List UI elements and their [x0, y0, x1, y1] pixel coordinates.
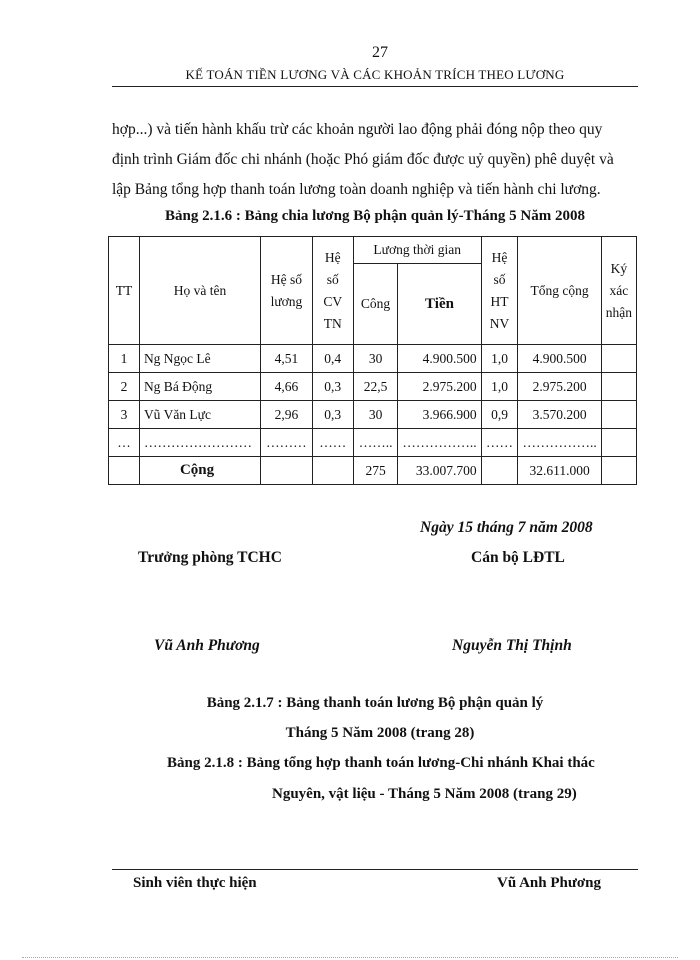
cell-amount: 2.975.200 — [398, 373, 481, 401]
cell-sign — [601, 429, 636, 457]
cell-salary-coef: ……… — [261, 429, 313, 457]
total-amount: 33.007.700 — [398, 457, 481, 485]
cell-ht-coef: 1,0 — [481, 373, 518, 401]
total-days: 275 — [353, 457, 398, 485]
cell-tt: 1 — [109, 345, 140, 373]
table-row — [109, 345, 637, 373]
cell-ht-coef: 0,9 — [481, 401, 518, 429]
header-divider — [112, 86, 638, 87]
table-row — [109, 373, 637, 401]
cell-tt — [109, 457, 140, 485]
paragraph-line-1: hợp...) và tiến hành khấu trừ các khoản người lao động phải đóng nộp theo quy — [112, 121, 603, 138]
cell-sign — [601, 373, 636, 401]
paragraph-line-2: định trình Giám đốc chi nhánh (hoặc Phó giám đốc được uỷ quyền) phê duyệt và — [112, 151, 614, 168]
cell-salary-coef: 4,66 — [261, 373, 313, 401]
page-number: 27 — [372, 44, 388, 61]
paragraph-line-3: lập Bảng tổng hợp thanh toán lương toàn doanh nghiệp và tiến hành chi lương. — [112, 181, 601, 198]
signer-left-name: Vũ Anh Phương — [154, 637, 260, 654]
cell-cv-coef: …… — [312, 429, 353, 457]
cell-days: 22,5 — [353, 373, 398, 401]
running-header: KẾ TOÁN TIỀN LƯƠNG VÀ CÁC KHOẢN TRÍCH THEO LƯƠNG — [185, 67, 565, 82]
header-cv-coef: Hệ số CV TN — [312, 237, 353, 345]
cell-tt: … — [109, 429, 140, 457]
table-row — [109, 429, 637, 457]
reference-table-2-1-8-period: Nguyên, vật liệu - Tháng 5 Năm 2008 (trang 29) — [272, 786, 577, 802]
cell-sign — [601, 457, 636, 485]
cell-days: 30 — [353, 345, 398, 373]
cell-name: Ng Bá Động — [139, 373, 260, 401]
reference-table-2-1-7-period: Tháng 5 Năm 2008 (trang 28) — [285, 725, 475, 741]
cell-cv-coef: 0,3 — [312, 373, 353, 401]
signer-right-name: Nguyễn Thị Thịnh — [452, 637, 572, 654]
signature-date: Ngày 15 tháng 7 năm 2008 — [420, 519, 593, 536]
cell-name: Vũ Văn Lực — [139, 401, 260, 429]
cell-amount: 4.900.500 — [398, 345, 481, 373]
cell-name: …………………… — [139, 429, 260, 457]
cell-tt: 3 — [109, 401, 140, 429]
header-ht-coef: Hệ số HT NV — [481, 237, 518, 345]
table-total-row — [109, 457, 637, 485]
cell-total: 4.900.500 — [518, 345, 601, 373]
header-tt: TT — [109, 237, 140, 345]
cell-amount: 3.966.900 — [398, 401, 481, 429]
cell-ht-coef: 1,0 — [481, 345, 518, 373]
cell-salary-coef — [261, 457, 313, 485]
page-bottom-border — [22, 957, 678, 958]
signer-left-title: Trưởng phòng TCHC — [138, 549, 282, 566]
cell-total: …………….. — [518, 429, 601, 457]
cell-tt: 2 — [109, 373, 140, 401]
total-sum: 32.611.000 — [518, 457, 601, 485]
header-amount: Tiền — [398, 264, 481, 345]
footer-student-label: Sinh viên thực hiện — [133, 875, 257, 891]
total-label: Cộng — [139, 457, 260, 485]
table-caption: Bảng 2.1.6 : Bảng chia lương Bộ phận quản lý-Tháng 5 Năm 2008 — [165, 208, 585, 224]
cell-ht-coef — [481, 457, 518, 485]
cell-cv-coef: 0,3 — [312, 401, 353, 429]
footer-student-name: Vũ Anh Phương — [497, 875, 602, 891]
salary-table — [108, 236, 637, 485]
footer-divider — [112, 869, 638, 870]
header-days: Công — [353, 264, 398, 345]
signer-right-title: Cán bộ LĐTL — [471, 549, 565, 566]
cell-amount: …………….. — [398, 429, 481, 457]
cell-sign — [601, 401, 636, 429]
table-row — [109, 401, 637, 429]
cell-total: 2.975.200 — [518, 373, 601, 401]
header-name: Họ và tên — [139, 237, 260, 345]
header-total: Tổng cộng — [518, 237, 601, 345]
cell-salary-coef: 4,51 — [261, 345, 313, 373]
cell-ht-coef: …… — [481, 429, 518, 457]
cell-days: 30 — [353, 401, 398, 429]
cell-sign — [601, 345, 636, 373]
reference-table-2-1-7: Bảng 2.1.7 : Bảng thanh toán lương Bộ phận quản lý — [206, 695, 544, 711]
cell-name: Ng Ngọc Lê — [139, 345, 260, 373]
cell-total: 3.570.200 — [518, 401, 601, 429]
header-time-salary: Lương thời gian — [353, 237, 481, 264]
cell-cv-coef: 0,4 — [312, 345, 353, 373]
table-header-row — [109, 237, 637, 264]
cell-cv-coef — [312, 457, 353, 485]
cell-days: …….. — [353, 429, 398, 457]
header-salary-coef: Hệ số lương — [261, 237, 313, 345]
reference-table-2-1-8: Bảng 2.1.8 : Bảng tổng hợp thanh toán lương-Chi nhánh Khai thác — [167, 755, 595, 771]
header-sign: Ký xác nhận — [601, 237, 636, 345]
cell-salary-coef: 2,96 — [261, 401, 313, 429]
